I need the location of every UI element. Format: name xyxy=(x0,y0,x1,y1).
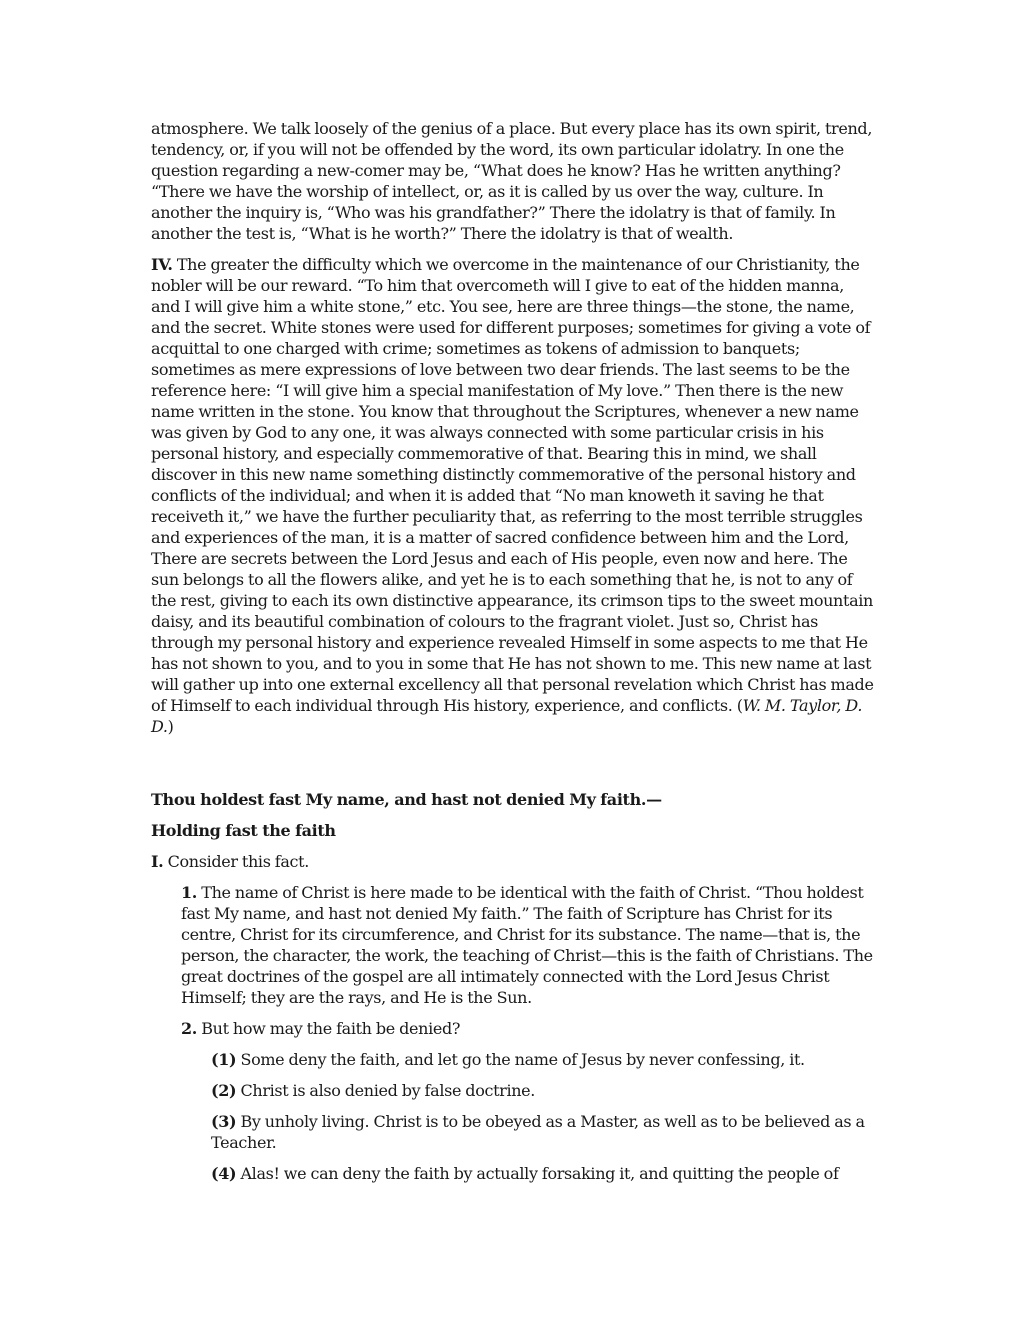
sub-point-2-marker: 2. xyxy=(181,1019,198,1038)
section-iv-text: The greater the difficulty which we overcome in the maintenance of our Christianity, the nobler will be our reward. “To him that overcometh will I give to eat of the hidden manna, and I will give him a white stone,” etc. You see, here are three things—the stone, the name, and the secret. White stones were used for different purposes; sometimes for giving a vote of acquittal to one charged with crime; sometimes as tokens of admission to banquets; sometimes as mere expressions of love between two dear friends. The last seems to be the reference here: “I will give him a special manifestation of My love.” Then there is the new name written in the stone. You know that throughout the Scriptures, whenever a new name was given by God to any one, it was always connected with some particular crisis in his personal history, and especially commemorative of that. Bearing this in mind, we shall discover in this new name something distinctly commemorative of the personal history and conflicts of the individual; and when it is added that “No man knoweth it saving he that receiveth it,” we have the further peculiarity that, as referring to the most terrible struggles and experiences of the man, it is a matter of sacred confidence between him and the Lord, There are secrets between the Lord Jesus and each of His people, even now and here. The sun belongs to all the flowers alike, and yet he is to each something that he, is not to any of the rest, giving to each its own distinctive appearance, its crimson tips to the sweet mountain daisy, and its beautiful combination of colours to the fragrant violet. Just so, Christ has through my personal history and experience revealed Himself in some aspects to me that He has not shown to you, and to you in some that He has not shown to me. This new name at last will gather up into one external excellency all that personal revelation which Christ has made of Himself to each individual through His history, experience, and conflicts. ( xyxy=(151,255,874,715)
point-i-marker: I. xyxy=(151,852,164,871)
section-iv-paragraph xyxy=(151,254,875,737)
way-item-3-marker: (3) xyxy=(211,1112,237,1131)
continued-paragraph: atmosphere. We talk loosely of the genius of a place. But every place has its own spirit, trend, tendency, or, if you will not be offended by the word, its own particular idolatry. In one the question regarding a new-comer may be, “What does he know? Has he written anything? “There we have the worship of intellect, or, as it is called by us over the way, culture. In another the inquiry is, “Who was his grandfather?” There the idolatry is that of family. In another the test is, “What is he worth?” There the idolatry is that of wealth. xyxy=(151,119,873,243)
way-item-1 xyxy=(211,1049,875,1070)
way-item-2-text: Christ is also denied by false doctrine. xyxy=(236,1081,536,1100)
citation-close: ) xyxy=(167,717,174,736)
sub-point-1-marker: 1. xyxy=(181,883,198,902)
way-item-1-text: Some deny the faith, and let go the name of Jesus by never confessing, it. xyxy=(236,1050,805,1069)
way-item-1-marker: (1) xyxy=(211,1050,237,1069)
way-item-4 xyxy=(211,1163,875,1184)
way-item-4-marker: (4) xyxy=(211,1164,237,1183)
point-i xyxy=(151,851,875,872)
sub-point-2-text: But how may the faith be denied? xyxy=(197,1019,461,1038)
way-item-2 xyxy=(211,1080,875,1101)
section-iv-marker: IV. xyxy=(151,255,173,274)
sub-point-2 xyxy=(181,1018,875,1039)
section-title: Holding fast the faith xyxy=(151,821,336,840)
verse-heading: Thou holdest fast My name, and hast not denied My faith.— xyxy=(151,790,662,809)
author-citation: W. M. Taylor, D. D. xyxy=(151,696,863,736)
way-item-4-text: Alas! we can deny the faith by actually forsaking it, and quitting the people of xyxy=(236,1164,839,1183)
way-item-3-text: By unholy living. Christ is to be obeyed as a Master, as well as to be believed as a Teacher. xyxy=(211,1112,865,1152)
document-page xyxy=(151,118,875,1194)
sub-point-1-text: The name of Christ is here made to be identical with the faith of Christ. “Thou holdest fast My name, and hast not denied My faith.” The faith of Scripture has Christ for its centre, Christ for its circumference, and Christ for its substance. The name—that is, the person, the character, the work, the teaching of Christ—this is the faith of Christians. The great doctrines of the gospel are all intimately connected with the Lord Jesus Christ Himself; they are the rays, and He is the Sun. xyxy=(181,883,873,1007)
point-i-text: Consider this fact. xyxy=(163,852,309,871)
sub-point-1 xyxy=(181,882,875,1008)
way-item-3 xyxy=(211,1111,875,1153)
section-gap xyxy=(151,747,875,789)
way-item-2-marker: (2) xyxy=(211,1081,237,1100)
